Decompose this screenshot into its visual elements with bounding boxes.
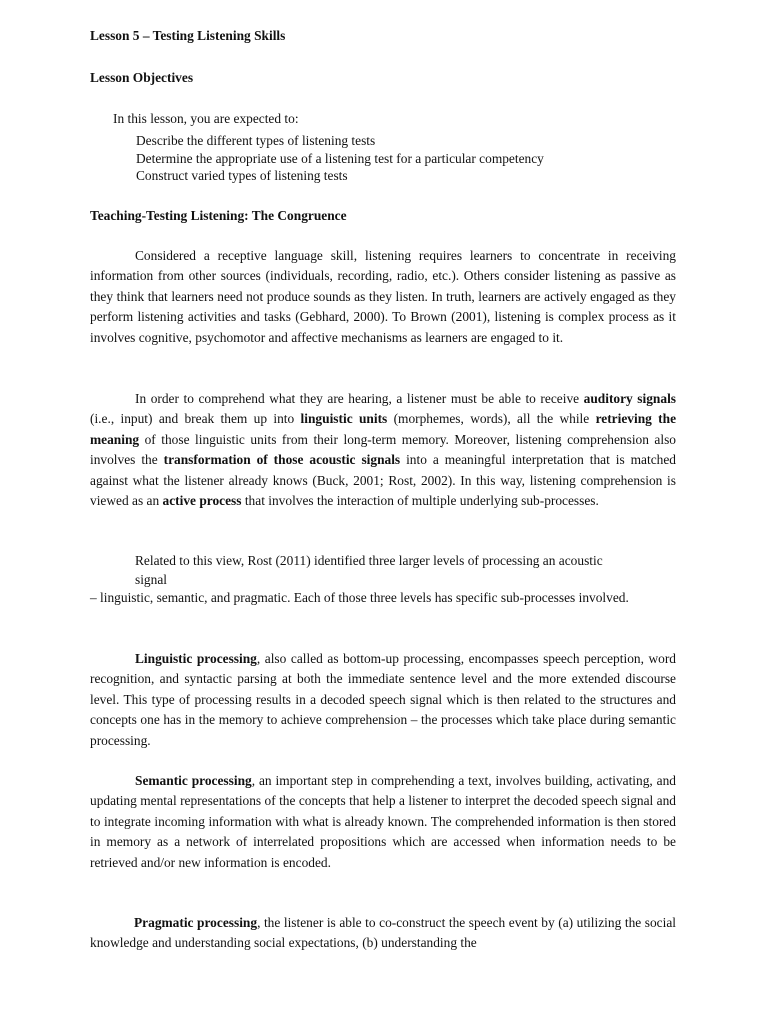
paragraph-6: Pragmatic processing, the listener is able to co-construct the speech event by (a) utilizing the social knowledge and understanding social expectations, (b) understanding the bbox=[90, 915, 676, 951]
objectives-list bbox=[136, 132, 676, 185]
paragraph-4: Linguistic processing, also called as bottom-up processing, encompasses speech perception, word recognition, and syntactic parsing at both the immediate sentence level and the more extended discourse level. This type of processing results in a decoded speech signal which is then related to the structures and concepts one has in the memory to achieve comprehension – the processes which take place during semantic processing. bbox=[90, 651, 676, 748]
objective-item: Construct varied types of listening tests bbox=[136, 168, 348, 183]
lesson-title: Lesson 5 – Testing Listening Skills bbox=[90, 28, 286, 43]
objectives-heading: Lesson Objectives bbox=[90, 70, 194, 85]
paragraph-1: Considered a receptive language skill, listening requires learners to concentrate in receiving information from other sources (individuals, recording, radio, etc.). Others consider listening as passive as they think that learners need not produce sounds as they listen. In truth, learners are actively engaged as they perform listening activities and tasks (Gebhard, 2000). To Brown (2001), listening is complex process as it involves cognitive, psychomotor and affective mechanisms as learners are engaged to it. bbox=[90, 248, 676, 345]
objectives-intro: In this lesson, you are expected to: bbox=[113, 111, 299, 126]
paragraph-5: Semantic processing, an important step in comprehending a text, involves building, activating, and updating mental representations of the concepts that help a listener to interpret the decoded speech signal and to integrate incoming information with what is already known. The comprehended information is then stored in memory as a network of interrelated propositions which are accessed when information needs to be retrieved and/or new information is encoded. bbox=[90, 773, 676, 870]
paragraph-3 bbox=[90, 552, 676, 608]
objective-item: Describe the different types of listening tests bbox=[136, 133, 376, 148]
paragraph-2: In order to comprehend what they are hearing, a listener must be able to receive auditory signals (i.e., input) and break them up into linguistic units (morphemes, words), all the while retrieving the meaning of those linguistic units from their long-term memory. Moreover, listening comprehension also involves the transformation of those acoustic signals into a meaningful interpretation that is matched against what the listener already knows (Buck, 2001; Rost, 2002). In this way, listening comprehension is viewed as an active process that involves the interaction of multiple underlying sub-processes. bbox=[90, 391, 677, 509]
objective-item: Determine the appropriate use of a listening test for a particular competency bbox=[136, 150, 544, 166]
paragraph-3-line-3: – linguistic, semantic, and pragmatic. Each of those three levels has specific sub-processes involved. bbox=[90, 590, 629, 605]
paragraph-3-line-2: signal bbox=[135, 571, 167, 587]
paragraph-3-line-1: Related to this view, Rost (2011) identified three larger levels of processing an acoustic bbox=[135, 553, 603, 568]
section-heading: Teaching-Testing Listening: The Congruence bbox=[90, 208, 347, 223]
